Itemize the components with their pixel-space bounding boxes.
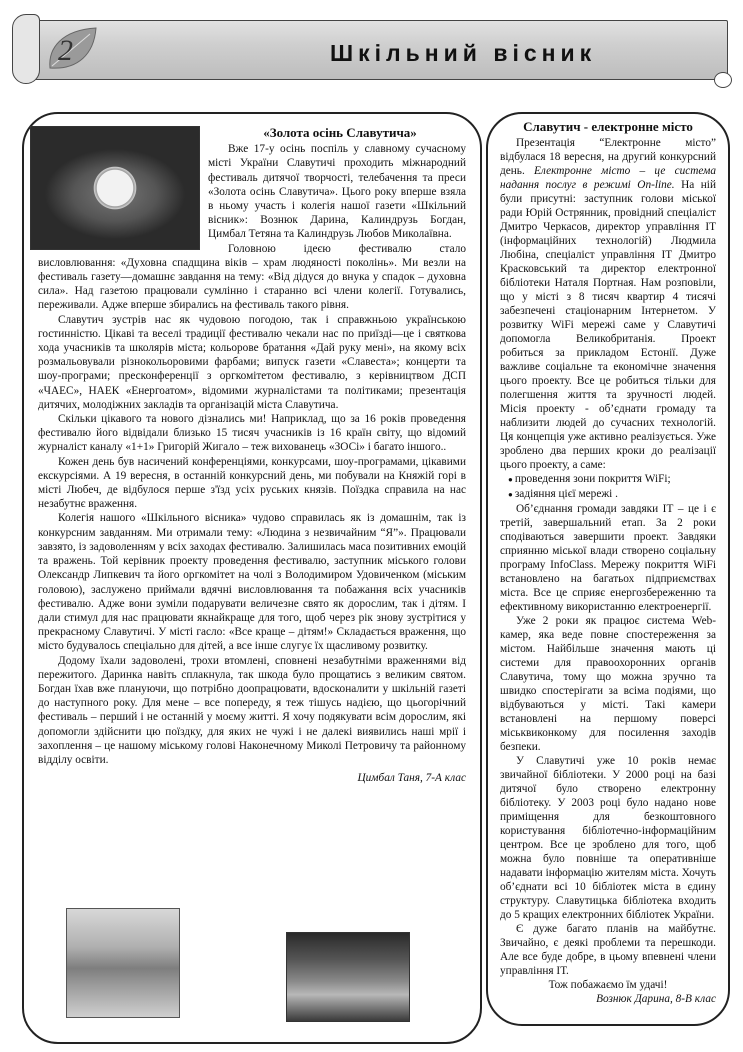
left-paragraph: Головною ідеєю фестивалю стало висловлювання: «Духовна спадщина віків – храм людяності поколінь». Ми везли на фестиваль газету—домашнє завдання на тему: «Від дідуся до внука у спадок – духовна сила». Над газетою працювали сумлінно і старанно всі члени колегії. Готувались, переживали. Адже вперше збирались на фестиваль такого рівня. [38,242,466,312]
bullet-item: ● проведення зони покриття WiFi; [508,472,716,487]
right-article-title: Славутич - електронне місто [523,119,693,134]
left-article-title: «Золота осінь Славутича» [263,125,417,140]
left-article [38,126,466,785]
bullet-item: ● задіяння цієї мережі . [508,487,716,502]
right-intro-definition: Електронне місто – це система надання послуг в режимі On-line. [500,165,716,191]
right-paragraph: Є дуже багато планів на майбутнє. Звичайно, є деякі проблеми та перешкоди. Але все буде добре, в цьому впевнені члени управління ІТ. [500,923,716,977]
right-paragraph: Об’єднання громади завдяки ІТ – це і є третій, завершальний етап. За 2 роки сподіваються завершити проект. Завдяки сприянню міської влади створено соціальну програму InfoClass. Мережу покриття WiFi встановлено на багатьох підприємствах міста. Все це сприяє енергозбереженню та ефективному використанню електроенергії. [500,503,716,613]
cake-photo [30,126,200,250]
left-paragraph: Кожен день був насичений конференціями, конкурсами, шоу-програмами, цікавими екскурсіями. А 19 вересня, в останній конкурсний день, ми побували на Княжій горі в місті Любеч, де відбулося перше з'їзд усіх руських князів. Поїздка справила на нас незабутнє враження. [38,455,466,511]
newspaper-title: Шкільний вісник [330,40,597,66]
right-paragraph: Уже 2 роки як працює система Web-камер, яка веде повне спостереження за містом. Найбільше значення мають ці системи для правоохоронних органів Славутича, тому що можна зручно та швидко спостерігати за всіма подіями, що відбуваються у місті. Такі камери встановлені на першому поверсі міськвиконкому для посилення заходів безпеки. [500,615,716,753]
right-intro-end: На ній були присутні: заступник голови міської ради Юрій Острянник, провідний спеціаліст Дмитро Черкасов, директор управління ІТ (інформаційних технологій) Людмила Любіна, спеціаліст управління ІТ Дмитро Красковський та директор електронної бібліотеки Наталя Портная. Нам розповіли, що у місті з 8 тисяч квартир 4 тисячі забезпечені стаціонарним Інтернетом. У розвитку WiFi мережі саме у Славутичі допомогла Великобританія. Проект робиться за прикладом Естонії. Дуже важливе соціальне та економічне значення цього проекту. Все це робиться тільки для полегшення життя та зручності людей. Місія проекту - об’єднати громаду та наблизити людей до сучасних технологій. Ця концепція уже активно реалізується. Уже зроблено два перших кроки до реалізації цього проекту, а саме: [500,179,716,471]
right-bullet-list [500,472,716,502]
right-paragraph: У Славутичі уже 10 років немає звичайної бібліотеки. У 2000 році на базі дитячої було створено електронну бібліотеку. У 2003 році було надано нове приміщення для безкоштовного користування бібліотечно-інформаційним центром. Все це зроблено для того, щоб можна було повніше та оперативніше надавати інформацію жителям міста. Хочуть об’єднати всі 10 бібліотек міста в єдину структуру. Славутицька бібліотека входить до 5 кращих електронних бібліотек України. [500,755,716,921]
left-paragraph: Славутич зустрів нас як чудовою погодою, так і справжньою українською гостинністю. Цікаві та веселі традиції фестивалю чекали нас по приїзді—це і святкова хода учасників та школярів міста; кольорове братання «Дай руку мені», на якому всіх розмальовували різнокольоровими фарбами; випуск газети «Славеста»; концерти та шоу-програми; пресконференції з оргкомітетом фестивалю, з керівництвом ДСП «ЧАЕС», НАЕК «Енергоатом», відомими журналістами та політиками; презентація дитячих, молодіжних закладів та організацій міста Славутича. [38,313,466,411]
page-number: 2 [58,34,73,67]
left-paragraph: Скільки цікавого та нового дізнались ми! Наприклад, що за 16 років проведення фестивалю його відвідали близько 15 тисяч учасників із 16 країн світу, що відомий журналіст каналу «1+1» Григорій Жигало – теж вихованець «ЗОСі» і багато іншого.. [38,413,466,454]
right-paragraph-intro [500,136,716,472]
scroll-curl-left [12,14,40,84]
festival-kids-photo [66,908,180,1018]
left-article-signature: Цимбал Таня, 7-А клас [357,772,466,785]
left-paragraph: Додому їхали задоволені, трохи втомлені, сповнені незабутніми враженнями від пережитого. Даринка навіть сплакнула, так шкода було прощатись з великим святом. Богдан їхав вже плануючи, що потрібно доопрацювати, вдосконалити у шкільній газеті до наступного року. Для мене – все попереду, я теж тішусь надією, що цьогорічний фестиваль – перший і не останній у моєму житті. Я хочу подякувати всім дорослим, які допомогли здійснити цю поїздку, для яких не чужі і не далекі виявились наші мрії і захоплення – це нашому міському голові Наконечному Миколі Петровичу та районному відділу освіти. [38,654,466,766]
page-badge [44,24,102,76]
scroll-curl-right [714,72,732,88]
right-intro-start: Презентація “Електронне місто” відбулася 18 вересня, на другий конкурсний день. [500,137,716,177]
leaf-icon [44,24,102,76]
right-article [500,120,716,1006]
left-paragraph: Колегія нашого «Шкільного вісника» чудово справилась як із домашнім, так із конкурсним завданням. Ми отримали тему: «Людина з незвичайним “Я”». Працювали завзято, із задоволенням у всіх заходах фестивалю. Залишилась маса позитивних емоцій та вражень. Той керівник проекту проведення фестивалю, заступник міського голови Олександр Липкевич та його оргкомітет на чолі з Володимиром Удовиченком (міським головою), заслужено приймали вдячні висловлювання та побажання всіх учасників фестивалю. Адже вони зуміли подарувати величезне свято як дорослим, так і дітям. І дали стимул для нас працювати якнайкраще для того, щоб через рік знову зустрітися у прекрасному Славутичі. У місті гасло: «Все краще – дітям!» Складається враження, що місто будувалось спеціально для дітей, а все інше слугує їх щасливому розвитку. [38,512,466,653]
stage-photo [286,932,410,1022]
left-paragraph: Вже 17-у осінь поспіль у славному сучасному місті України Славутичі проходить міжнародний фестиваль дитячої творчості, телебачення та преси «Золота осінь Славутича». Цього року вперше взяла в ньому участь і колегія нашої газети «Шкільний вісник»: Вознюк Дарина, Калиндрузь Богдан, Цимбал Тетяна та Калиндрузь Любов Миколаївна. [208,143,466,241]
right-closing: Тож побажаємо їм удачі! [548,979,668,991]
right-article-signature: Вознюк Дарина, 8-В клас [596,993,716,1005]
